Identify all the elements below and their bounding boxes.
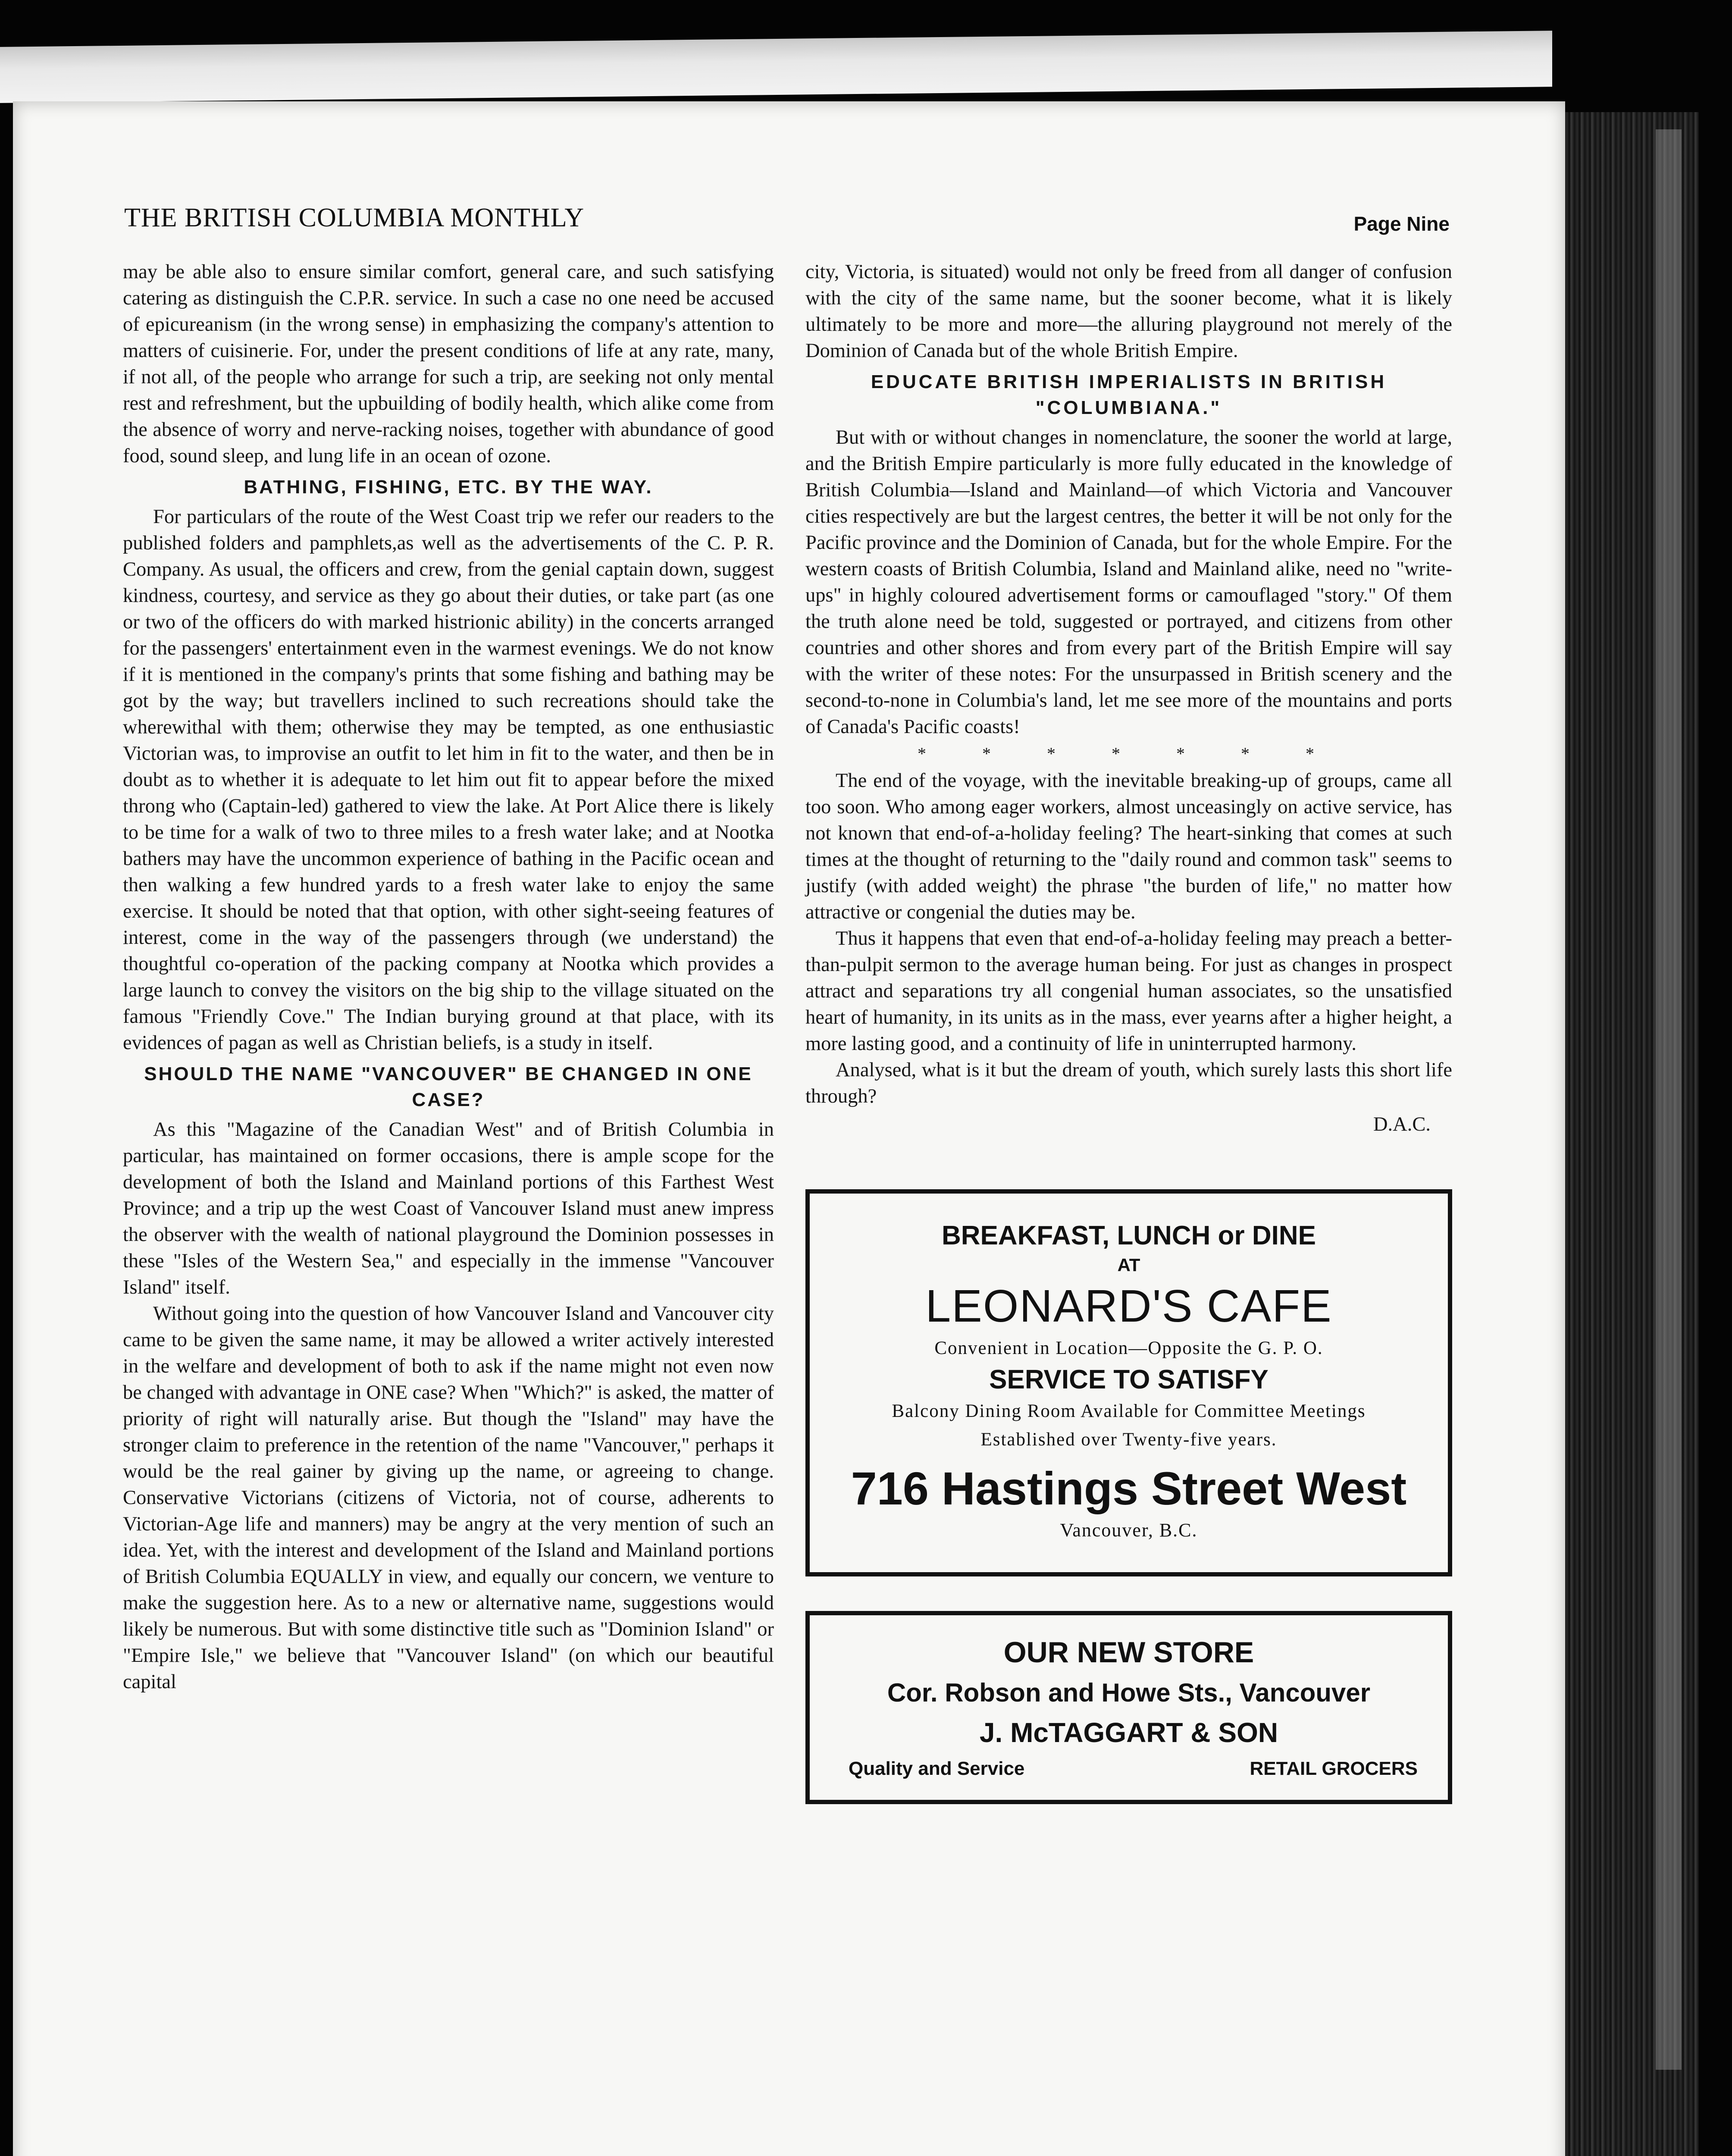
ad-balcony-line: Balcony Dining Room Available for Committee Meetings bbox=[892, 1401, 1366, 1421]
ad-location-line: Convenient in Location—Opposite the G. P. O. bbox=[934, 1338, 1323, 1358]
page-number: Page Nine bbox=[1353, 213, 1450, 235]
ad-city-line: Vancouver, B.C. bbox=[1060, 1520, 1198, 1541]
right-paragraph-3: The end of the voyage, with the inevitable breaking-up of groups, came all too soon. Who among eager workers, almost unceasingly on active service, has not known that end-of-a-holiday feeling? The heart-sinking that comes at such times at the thought of returning to the "daily round and common task" seems to justify (with added weight) the phrase "the burden of life," no matter how attractive or congenial the duties may be. bbox=[805, 770, 1452, 923]
right-paragraph-4: Thus it happens that even that end-of-a-holiday feeling may preach a better-than-pulpit sermon to the average human being. For just as changes in prospect attract and separations try all congenial human associates, so the unsatisfied heart of humanity, in its units as in the mass, ever yearns after a higher height, a more lasting good, and a continuity of life in uninterrupted harmony. bbox=[805, 928, 1452, 1055]
heading-bathing-fishing: BATHING, FISHING, ETC. BY THE WAY. bbox=[244, 476, 653, 498]
left-paragraph-1: may be able also to ensure similar comfort, general care, and such satisfying catering as distinguish the C.P.R. service. In such a case no one need be accused of epicureanism (in the wrong sense) in emphasizing the company's attention to matters of cuisinerie. For, under the present conditions of life at any rate, many, if not all, of the people who arrange for such a trip, are seeking not only mental rest and refreshment, but the upbuilding of bodily health, which alike come from the absence of worry and nerve-racking noises, together with abundance of good food, sound sleep, and lung life in an ocean of ozone. bbox=[123, 261, 774, 467]
ad-street-address: 716 Hastings Street West bbox=[851, 1462, 1407, 1514]
ad-cafe-name: LEONARD'S CAFE bbox=[925, 1281, 1332, 1332]
heading-vancouver-name: SHOULD THE NAME "VANCOUVER" BE CHANGED IN ONE CASE? bbox=[144, 1063, 753, 1110]
right-paragraph-5: Analysed, what is it but the dream of youth, which surely lasts this short life through? bbox=[805, 1059, 1452, 1107]
ad-service-slogan: SERVICE TO SATISFY bbox=[989, 1365, 1268, 1395]
store-quality-tag: Quality and Service bbox=[849, 1758, 1025, 1779]
running-head: THE BRITISH COLUMBIA MONTHLY bbox=[124, 203, 585, 232]
store-grocers-tag: RETAIL GROCERS bbox=[1250, 1758, 1418, 1779]
left-paragraph-2: For particulars of the route of the West Coast trip we refer our readers to the published folders and pamphlets,as well as the advertisements of the C. P. R. Company. As usual, the officers and crew, from the genial captain down, suggest kindness, courtesy, and service as they go about their duties, or take part (as one or two of the officers do with marked histrionic ability) in the concerts arranged for the passengers' entertainment even in the warmest evenings. We do not know if it is mentioned in the company's prints that some fishing and bathing may be got by the way; but travellers inclined to such recreations should take the wherewithal with them; otherwise they may be tempted, as one enthusiastic Victorian was, to improvise an outfit to let him in fit to the water, and then be in doubt as to whether it is adequate to let him out fit to appear before the mixed throng who (Captain-led) gathered to view the lake. At Port Alice there is likely to be time for a walk of two to three miles to a fresh water lake; and at Nootka bathers may have the uncommon experience of bathing in the Pacific ocean and then walking a few hundred yards to a fresh water lake to enjoy the same exercise. It should be noted that that option, with other sight-seeing features of interest, come in the way of the passengers through (we understand) the thoughtful co-operation of the packing company at Nootka which provides a large launch to convey the visitors on the big ship to the village situated on the famous "Friendly Cove." The Indian burying ground at that place, with its evidences of pagan as well as Christian beliefs, is a study in itself. bbox=[123, 506, 774, 1054]
section-break-stars: * * * * * * * bbox=[918, 744, 1340, 763]
store-tagline-row bbox=[814, 1752, 1444, 1782]
ad-meal-line: BREAKFAST, LUNCH or DINE bbox=[941, 1221, 1316, 1250]
left-paragraph-4: Without going into the question of how Vancouver Island and Vancouver city came to be given the same name, it may be allowed a writer actively interested in the welfare and development of both to ask if the name might not even now be changed with advantage in ONE case? When "Which?" is asked, the matter of priority of right will naturally arise. But though the "Island" may have the stronger claim to preference in the retention of the name "Vancouver," perhaps it would be the real gainer by giving up the name, or agreeing to change. Conservative Victorians (citizens of Victoria, not of course, adherents to Victorian-Age life and manners) may be angry at the very mention of such an idea. Yet, with the interest and development of the Island and Mainland portions of British Columbia EQUALLY in view, and equally our concern, we venture to make the suggestion here. As to a new or alternative name, suggestions would likely be numerous. But with some distinctive title such as "Dominion Island" or "Empire Isle," we believe that "Vancouver Island" (on which our beautiful capital bbox=[123, 1303, 774, 1693]
store-title: OUR NEW STORE bbox=[1003, 1636, 1254, 1669]
book-edge-highlight bbox=[1656, 129, 1682, 2070]
right-paragraph-2: But with or without changes in nomenclature, the sooner the world at large, and the British Empire particularly is more fully educated in the knowledge of British Columbia—Island and Mainland—of which Victoria and Vancouver cities respectively are but the largest centres, the better it will be not only for the Pacific province and the Dominion of Canada, but for the whole Empire. For the western coasts of British Columbia, Island and Mainland alike, need no "write-ups" in highly coloured advertisement forms or camouflaged "story." Of them the truth alone need be told, suggested or portrayed, and citizens from other countries and other shores and from every part of the British Empire will say with the writer of these notes: For the unsurpassed in British scenery and the second-to-none in Columbia's land, let me see more of the mountains and ports of Canada's Pacific coasts! bbox=[805, 426, 1452, 738]
leonards-cafe-advertisement bbox=[805, 1189, 1452, 1576]
left-paragraph-3: As this "Magazine of the Canadian West" and of British Columbia in particular, has maintained on former occasions, there is ample scope for the development of both the Island and Mainland portions of this Farthest West Province; and a trip up the west Coast of Vancouver Island must anew impress the observer with the wealth of national playground the Dominion possesses in these "Isles of the Western Sea," and especially in the immense "Vancouver Island" itself. bbox=[123, 1119, 774, 1298]
ad-established-line: Established over Twenty-five years. bbox=[980, 1429, 1277, 1450]
right-paragraph-1: city, Victoria, is situated) would not only be freed from all danger of confusion with the city of the same name, but the sooner become, what it is likely ultimately to be more and more—the alluring playground not merely of the Dominion of Canada but of the whole British Empire. bbox=[805, 261, 1452, 362]
ad-at-line: AT bbox=[1117, 1255, 1140, 1275]
heading-educate-imperialists: EDUCATE BRITISH IMPERIALISTS IN BRITISH "COLUMBIANA." bbox=[871, 371, 1387, 418]
left-column bbox=[123, 259, 774, 1695]
store-address: Cor. Robson and Howe Sts., Vancouver bbox=[887, 1678, 1371, 1707]
store-owner: J. McTAGGART & SON bbox=[979, 1717, 1278, 1748]
right-column bbox=[805, 259, 1452, 1804]
mctaggart-store-advertisement bbox=[805, 1611, 1452, 1804]
author-signature: D.A.C. bbox=[1373, 1113, 1431, 1135]
